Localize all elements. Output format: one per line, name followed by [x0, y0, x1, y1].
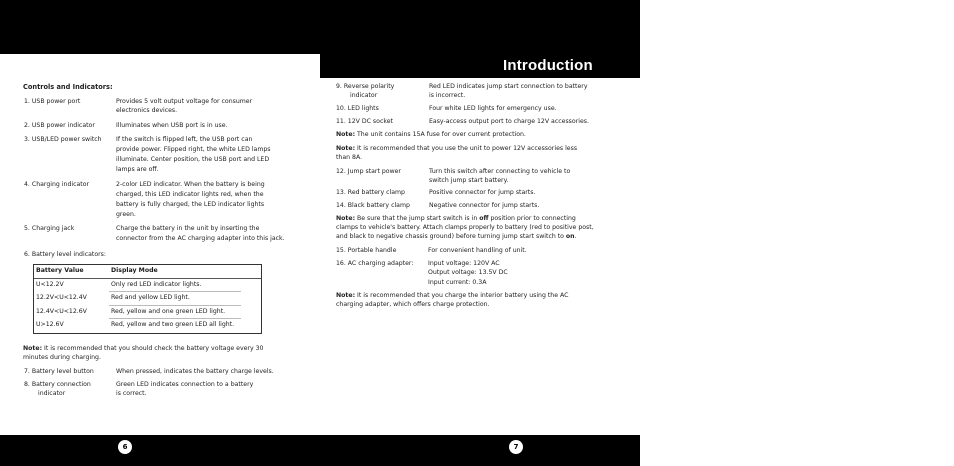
item-label: 3. USB/LED power switch	[24, 136, 102, 143]
page-number: 6	[118, 440, 132, 454]
note	[23, 344, 263, 353]
note-text: It is recommended that you should check the battery voltage every 30	[42, 345, 264, 352]
item-desc: switch jump start battery.	[429, 177, 509, 184]
item-desc: For convenient handling of unit.	[428, 247, 527, 254]
item-desc: Turn this switch after connecting to vehicle to	[429, 168, 571, 175]
table-cell: Red, yellow and two green LED all light.	[111, 321, 235, 329]
note-label: Note:	[336, 215, 356, 222]
note-text: The unit contains 15A fuse for over current protection.	[355, 131, 526, 138]
item-label: 14. Black battery clamp	[336, 202, 410, 209]
note-text: It is recommended that you charge the interior battery using the AC	[355, 292, 569, 299]
item-desc: provide power. Flipped right, the white LED lamps	[116, 146, 271, 153]
table-row	[34, 279, 261, 293]
battery-heading: 6. Battery level indicators:	[24, 251, 106, 258]
item-desc: Illuminates when USB port is in use.	[116, 122, 228, 129]
item-desc: connector from the AC charging adapter into this jack.	[116, 235, 285, 242]
item-label: 1. USB power port	[24, 98, 81, 105]
item-desc: Green LED indicates connection to a battery	[116, 381, 254, 388]
table-row	[34, 306, 261, 320]
item-desc: If the switch is flipped left, the USB port can	[116, 136, 253, 143]
page-title: Introduction	[503, 57, 593, 74]
note-text: .	[574, 233, 577, 240]
note-text: It is recommended that you use the unit to power 12V accessories less	[355, 145, 578, 152]
note	[336, 291, 568, 300]
note-emphasis: on	[565, 233, 575, 240]
page-title: Introduction	[23, 56, 113, 73]
page-number: 7	[509, 440, 523, 454]
item-label: 7. Battery level button	[24, 368, 94, 375]
item-desc: When pressed, indicates the battery charge levels.	[116, 368, 274, 375]
section-heading: Controls and Indicators:	[23, 83, 113, 91]
item-label: 13. Red battery clamp	[336, 189, 405, 196]
item-desc: Positive connector for jump starts.	[429, 189, 536, 196]
item-desc: Output voltage: 13.5V DC	[428, 269, 508, 276]
table-cell: Red, yellow and one green LED light.	[111, 307, 226, 315]
table-cell: U>12.6V	[36, 321, 64, 329]
item-desc: Input voltage: 120V AC	[428, 260, 500, 267]
note-text: position prior to connecting	[488, 215, 576, 222]
table-cell: Red and yellow LED light.	[111, 294, 190, 302]
note-text: and black to negative chassis ground) before turning jump start switch to	[336, 233, 566, 240]
item-label: 10. LED lights	[336, 105, 379, 112]
item-desc: green.	[116, 211, 136, 218]
table-header-cell: Display Mode	[111, 267, 158, 274]
page-6	[0, 0, 320, 466]
table-cell: U<12.2V	[36, 280, 64, 288]
battery-level-table	[33, 264, 262, 334]
note-label: Note:	[336, 131, 356, 138]
item-label: 11. 12V DC socket	[336, 118, 393, 125]
item-desc: electronics devices.	[116, 107, 178, 114]
table-cell: 12.2V<U<12.4V	[36, 294, 87, 302]
item-desc: lamps are off.	[116, 166, 159, 173]
note-emphasis: off	[479, 215, 489, 222]
page-7	[320, 0, 640, 466]
note-label: Note:	[23, 345, 43, 352]
table-row	[34, 319, 261, 333]
item-label: indicator	[38, 390, 66, 397]
item-desc: Negative connector for jump starts.	[429, 202, 540, 209]
note-text: charging adapter, which offers charge protection.	[336, 301, 490, 308]
item-desc: Charge the battery in the unit by inserting the	[116, 225, 260, 232]
table-cell: Only red LED indicator lights.	[111, 280, 202, 288]
item-label: 2. USB power indicator	[24, 122, 95, 129]
table-header-cell: Battery Value	[36, 267, 84, 274]
item-label: indicator	[350, 92, 378, 99]
note	[336, 214, 576, 223]
item-label: 5. Charging jack	[24, 225, 75, 232]
note-text: clamps to vehicle's battery. Attach clamps properly to battery (red to positive post,	[336, 224, 594, 231]
item-desc: 2-color LED indicator. When the battery is being	[116, 181, 265, 188]
item-desc: Red LED indicates jump start connection to battery	[429, 83, 588, 90]
item-desc: illuminate. Center position, the USB port and LED	[116, 156, 270, 163]
item-desc: charged, this LED indicator lights red, when the	[116, 191, 264, 198]
note	[336, 144, 577, 153]
item-desc: is incorrect.	[429, 92, 466, 99]
footer-band	[0, 435, 320, 466]
table-cell: 12.4V<U<12.6V	[36, 307, 87, 315]
table-row	[34, 292, 261, 306]
note	[336, 130, 526, 139]
note-text: Be sure that the jump start switch is in	[355, 215, 480, 222]
table-header-row	[34, 265, 261, 279]
item-label: 9. Reverse polarity	[336, 83, 395, 90]
note-text: minutes during charging.	[23, 354, 101, 361]
item-desc: battery is fully charged, the LED indicator lights	[116, 201, 265, 208]
item-desc: Four white LED lights for emergency use.	[429, 105, 557, 112]
note-label: Note:	[336, 145, 356, 152]
item-label: 4. Charging indicator	[24, 181, 90, 188]
item-label: 12. Jump start power	[336, 168, 401, 175]
item-label: 16. AC charging adapter:	[336, 260, 414, 267]
note-text: than 8A.	[336, 154, 363, 161]
item-desc: Easy-access output port to charge 12V accessories.	[429, 118, 589, 125]
header-band	[0, 0, 320, 54]
footer-band	[320, 435, 640, 466]
item-desc: is correct.	[116, 390, 147, 397]
item-label: 8. Battery connection	[24, 381, 91, 388]
item-desc: Provides 5 volt output voltage for consumer	[116, 98, 253, 105]
note-label: Note:	[336, 292, 356, 299]
item-label: 15. Portable handle	[336, 247, 397, 254]
note	[336, 232, 577, 241]
item-desc: Input current: 0.3A	[428, 279, 487, 286]
